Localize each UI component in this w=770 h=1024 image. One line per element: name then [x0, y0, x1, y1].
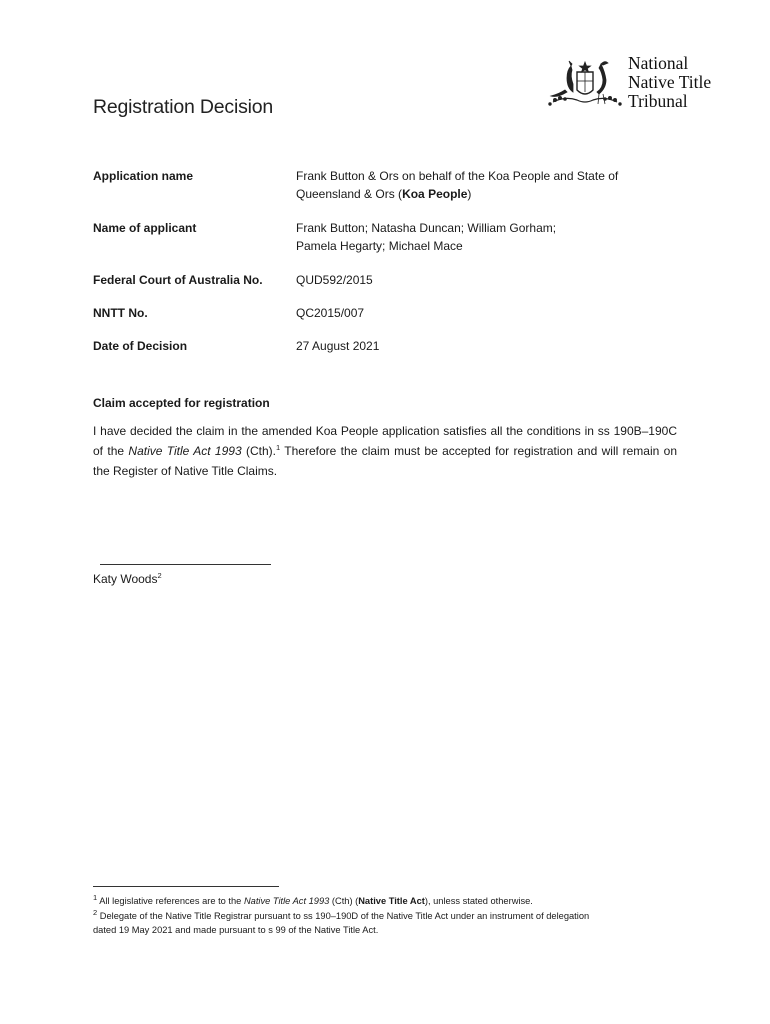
logo-line-2: Native Title: [628, 72, 712, 92]
footnote-1-act: Native Title Act 1993: [243, 896, 330, 906]
application-name-line-2-pre: Queensland & Ors (: [296, 187, 403, 201]
decision-heading: Claim accepted for registration: [93, 396, 270, 410]
footnote-1-number: 1: [93, 892, 98, 902]
footnote-1-mid: (Cth) (: [329, 896, 359, 906]
decision-paragraph: [93, 421, 677, 481]
act-title: Native Title Act 1993: [128, 444, 242, 458]
footnote-2-number: 2: [93, 907, 98, 917]
footnote-1-pre: All legislative references are to the: [97, 896, 244, 906]
detail-label: NNTT No.: [93, 306, 148, 320]
applicant-line-2: Pamela Hegarty; Michael Mace: [296, 239, 463, 253]
detail-label: Federal Court of Australia No.: [93, 273, 263, 287]
footnote-1-post: ), unless stated otherwise.: [424, 896, 533, 906]
detail-value: QC2015/007: [296, 306, 365, 320]
page-title: Registration Decision: [93, 96, 274, 118]
decision-text-mid: (Cth).: [241, 444, 276, 458]
detail-value: 27 August 2021: [296, 339, 380, 353]
footnote-2-line-2: dated 19 May 2021 and made pursuant to s 99 of the Native Title Act.: [93, 925, 379, 935]
tribunal-logo-text: [628, 54, 711, 111]
footnote-ref-1[interactable]: 1: [276, 443, 281, 452]
detail-value: QUD592/2015: [296, 273, 373, 287]
signatory-name: Katy Woods: [93, 572, 158, 586]
detail-label: Date of Decision: [93, 339, 188, 353]
footnote-1-defined-term: Native Title Act: [358, 896, 425, 906]
footnote-2-line-1: Delegate of the Native Title Registrar pursuant to ss 190–190D of the Native Title Act under an instrument of delegation: [97, 911, 590, 921]
decision-text-pre: I have decided the claim in the amended Koa People application satisfies all the conditions in ss 190B–190C of the: [93, 424, 677, 458]
signatory-name-block: [93, 572, 162, 586]
application-name-line-1: Frank Button & Ors on behalf of the Koa People and State of: [296, 169, 619, 183]
logo-line-3: Tribunal: [628, 91, 688, 111]
coat-of-arms-logo: [545, 58, 625, 110]
application-short-name: Koa People: [402, 187, 468, 201]
detail-label: Name of applicant: [93, 221, 197, 235]
footnote-divider: [93, 886, 279, 887]
decision-text-post: Therefore the claim must be accepted for registration and will remain on the Register of Native Title Claims.: [93, 444, 678, 478]
application-name-line-2-post: ): [467, 187, 472, 201]
footnote-ref-2[interactable]: 2: [157, 571, 162, 580]
applicant-line-1: Frank Button; Natasha Duncan; William Gorham;: [296, 221, 557, 235]
logo-line-1: National: [628, 53, 689, 73]
detail-value: [296, 167, 686, 203]
footnote-1: [93, 894, 683, 908]
detail-label: Application name: [93, 169, 194, 183]
signature-line: [100, 564, 271, 565]
footnote-2: [93, 909, 683, 937]
detail-value: [296, 219, 686, 255]
